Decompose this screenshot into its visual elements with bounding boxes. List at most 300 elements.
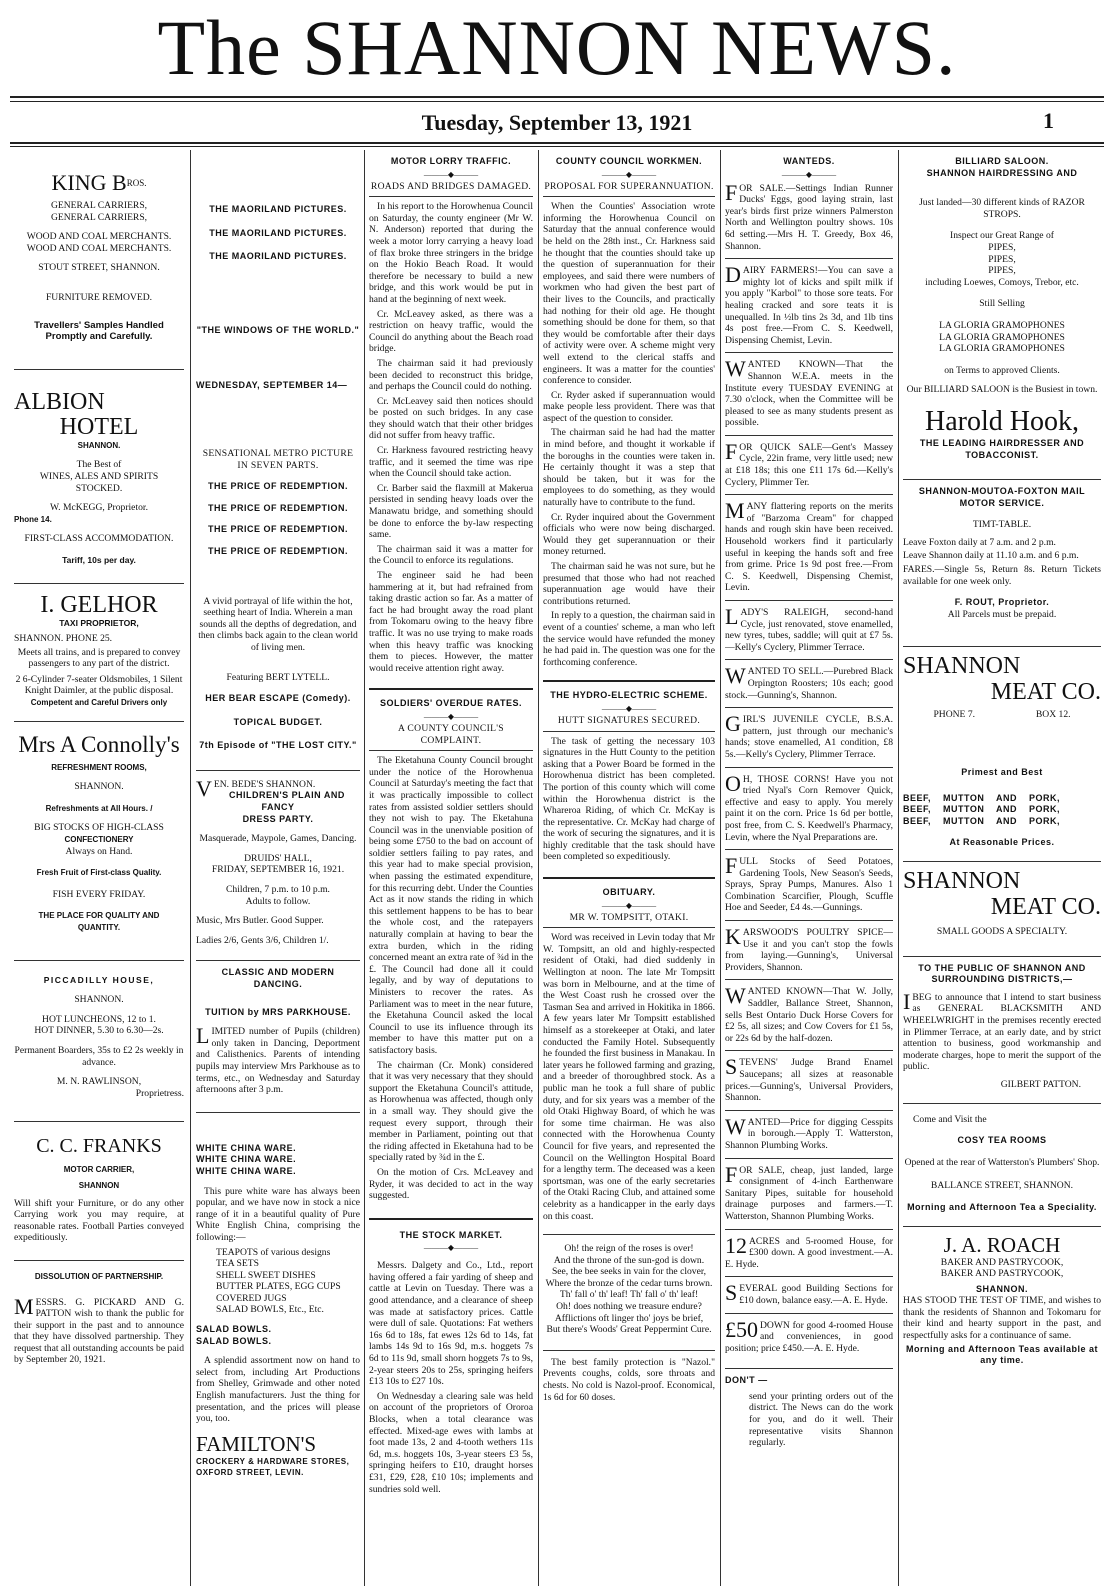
divider xyxy=(725,1368,893,1369)
classified-ad xyxy=(725,770,893,844)
gelhor-title: I. GELHOR xyxy=(40,591,158,618)
paragraph: Cr. Barber said the flaxmill at Makerua persisted in sending heavy loads over the Manawatu bridge, and something should be done to enforce the by-law respecting same. xyxy=(369,482,533,541)
meat-co-title: SHANNON xyxy=(903,868,1021,894)
article-headline: COUNTY COUNCIL WORKMEN. xyxy=(555,156,703,166)
ad-line: TOBACCONIST. xyxy=(965,449,1039,460)
ad-line: WOOD AND COAL MERCHANTS. xyxy=(26,231,172,243)
ad-line: Morning and Afternoon Tea a Speciality. xyxy=(907,1201,1097,1212)
motor-lorry-article xyxy=(369,156,533,674)
ad-line: THE LEADING HAIRDRESSER AND xyxy=(919,437,1085,448)
drop-cap: M xyxy=(14,1293,34,1319)
roach-bakery-ad xyxy=(903,1233,1101,1367)
feature-title: THE PRICE OF REDEMPTION. xyxy=(207,502,348,513)
ad-line: SHANNON. xyxy=(975,1283,1028,1294)
newspaper-title: The SHANNON NEWS. xyxy=(157,4,957,91)
blacksmith-ad xyxy=(903,963,1101,1091)
hydro-article xyxy=(543,690,715,863)
drop-cap: W xyxy=(725,1113,746,1139)
list-item: BUTTER PLATES, EGG CUPS xyxy=(216,1281,341,1293)
poem-line: Th' fall o' th' leaf! Th' fall o' th' leaf! xyxy=(559,1289,699,1301)
classified-ad xyxy=(725,1161,893,1223)
classified-body: IRL'S JUVENILE CYCLE, B.S.A. pattern, just through our mechanic's hands; stove enamelled, A1 condition, £8 5s.—Kelly's Cyclery, Plimmer Terrace. xyxy=(725,714,893,760)
franks-ad xyxy=(14,1134,184,1244)
roach-title: J. A. ROACH xyxy=(943,1232,1061,1257)
article-subhead: HUTT SIGNATURES SECURED. xyxy=(557,714,701,726)
column-4 xyxy=(543,152,715,1582)
drop-cap: W xyxy=(725,983,746,1009)
classified-ad xyxy=(725,604,893,653)
classified-body: ACRES and 5-roomed House, for £300 down. A good investment.—A. E. Hyde. xyxy=(725,1235,893,1270)
paragraph: The chairman said it had previously been decided to reconstruct this bridge, and perhaps the Council could do nothing. xyxy=(369,357,533,393)
page-number: 1 xyxy=(1043,108,1054,133)
classified-ad xyxy=(725,1316,893,1355)
column-divider xyxy=(720,150,721,1586)
ad-body: BEG to announce that I intend to start business as GENERAL BLACKSMITH AND WHEELWRIGHT in the premises recently erected in Plimmer Terrace, at an early date, and by strict attention to business, good workmanship and moderate charges, hope to merit the support of the public. xyxy=(903,991,1101,1073)
article-subhead: PROPOSAL FOR SUPERANNUATION. xyxy=(544,180,714,192)
ad-line: WINES, ALES AND SPIRITS xyxy=(39,470,159,482)
article-headline: THE STOCK MARKET. xyxy=(399,1229,503,1240)
ad-line: FRIDAY, SEPTEMBER 16, 1921. xyxy=(211,864,345,876)
classified-ad xyxy=(725,663,893,701)
ad-line: TIMT-TABLE. xyxy=(972,519,1032,531)
ad-line: including Loewes, Comoys, Trebor, etc. xyxy=(925,276,1079,288)
classified-ad xyxy=(725,853,893,914)
divider xyxy=(725,494,893,495)
divider xyxy=(903,1103,1101,1104)
drop-cap: W xyxy=(725,356,746,382)
classified-body: OR SALE.—Settings Indian Runner Ducks' Eggs, good laying strain, last year's birds first prize winners Palmerston North and Wellington poultry shows. 10s 6d setting.—Mrs H. T. Greedy, Box 46, Shannon. xyxy=(725,182,893,252)
gelhor-ad xyxy=(14,592,184,709)
ad-line: MOTOR CARRIER, xyxy=(63,1165,135,1175)
masthead-rule-bottom xyxy=(10,142,1104,144)
ornament: ———◆——— xyxy=(423,1243,479,1253)
ad-line: Morning and Afternoon Teas available at any time. xyxy=(905,1343,1099,1366)
ad-line: SHANNON. xyxy=(74,994,124,1006)
ad-line: W. McKEGG, Proprietor. xyxy=(50,502,148,514)
ad-line: 2 6-Cylinder 7-seater Oldsmobiles, 1 Silent Knight Daimler, at the public disposal. xyxy=(15,673,183,697)
list-item: COVERED JUGS xyxy=(216,1292,287,1304)
meat-co-ad-1 xyxy=(903,653,1101,849)
connolly-ad xyxy=(14,732,184,934)
paragraph: On the motion of Crs. McLeavey and Ryder, it was decided to act in the way suggested. xyxy=(369,1166,533,1202)
harold-hook-title: Harold Hook, xyxy=(925,405,1079,437)
ad-line: SHANNON. xyxy=(77,440,121,450)
king-bros-sup: ROS. xyxy=(126,178,147,188)
ad-line: Competent and Careful Drivers only xyxy=(30,698,168,708)
paragraph: The engineer said he had been hammering at it, but had refrained from taking drastic action so far. As a matter of fact he had brought away the road plant from Tokomaru owing to the heavy fibre traffic. It was no use trying to make roads when this heavy traffic was knocking them to pieces. However, the matter would receive attention right away. xyxy=(369,570,533,674)
classified-body: ANY flattering reports on the merits of "Barzoma Cream" for chapped hands and rough skin have been received. Household workers find it particularly useful in keeping the hands soft and free from grime. Price 1s 9d post free.—From C. S. Keedwell, Dispensing Chemist, Levin. xyxy=(725,501,893,594)
drop-cap: W xyxy=(725,663,746,689)
drop-cap: I xyxy=(903,988,911,1014)
albion-title-1: ALBION xyxy=(14,388,105,415)
ad-line: THE PLACE FOR QUALITY AND xyxy=(38,911,160,921)
ad-line: F. ROUT, Proprietor. xyxy=(954,597,1050,608)
article-subhead: MR W. TOMPSITT, OTAKI. xyxy=(569,911,689,923)
divider xyxy=(725,767,893,768)
meat-co-title: SHANNON xyxy=(903,653,1021,680)
ad-line: Proprietress. xyxy=(135,1087,184,1099)
divider xyxy=(543,1350,715,1351)
poem-line: And the throne of the sun-god is down. xyxy=(553,1254,705,1266)
divider xyxy=(725,1158,893,1159)
ad-line: HOT LUNCHEONS, 12 to 1. xyxy=(42,1013,156,1025)
meat-co-ad-2 xyxy=(903,868,1101,938)
masthead xyxy=(0,4,1114,91)
ad-line: M. N. RAWLINSON, xyxy=(56,1076,142,1088)
classified-ad xyxy=(725,1054,893,1104)
paragraph: When the Counties' Association wrote informing the Horowhenua Council on Saturday that the annual conference would be held on the 28th inst., Cr. Harkness said he thought that the counties should take up the question of superannuation for their employees, and said there were numbers of workmen who had given the best part of their lives to the Councils, and practically had nothing for their old age. He thought something should be done for them, so that they would be comfortable after their days of activity were over. A scheme might very well extend to the clerical staffs and engineers. It was a matter for the counties' conference to consider. xyxy=(543,201,715,387)
masthead-rule-bottom-thin xyxy=(10,146,1104,147)
poem-line: Afflictions oft linger tho' joys be brief, xyxy=(554,1312,704,1324)
dissolution-ad xyxy=(14,1271,184,1366)
divider xyxy=(725,258,893,259)
divider xyxy=(369,196,533,197)
list-item: SALAD BOWLS, Etc., Etc. xyxy=(216,1304,324,1316)
drop-cap: 12 xyxy=(725,1232,747,1258)
ornament: ———◆——— xyxy=(423,169,479,179)
divider xyxy=(543,680,715,682)
obituary-article xyxy=(543,887,715,1222)
cinema-name: THE MAORILAND PICTURES. xyxy=(209,227,347,238)
albion-hotel-ad xyxy=(14,390,184,567)
drop-cap: £50 xyxy=(725,1316,758,1342)
ad-line: GENERAL CARRIERS, xyxy=(50,200,148,211)
classified-ad xyxy=(725,924,893,973)
ad-line: PIPES, xyxy=(988,241,1016,253)
ad-line: TAXI PROPRIETOR, xyxy=(59,617,139,628)
drop-cap: F xyxy=(725,179,738,205)
ad-line: Come and Visit the xyxy=(913,1113,987,1125)
classified-body: ARSWOOD'S POULTRY SPICE—Use it and you can't stop the fowls from laying.—Gunning's, Universal Providers, Shannon. xyxy=(725,927,893,973)
paragraph: The chairman said it was a matter for the Council to enforce its regulations. xyxy=(369,543,533,567)
divider xyxy=(903,646,1101,647)
ad-line: DRESS PARTY. xyxy=(242,813,314,824)
ad-heading: SALAD BOWLS. xyxy=(196,1324,272,1335)
paragraph: Cr. Harkness favoured restricting heavy traffic, and it seemed the time was ripe when the Council should take action. xyxy=(369,445,533,480)
classified-ad xyxy=(725,262,893,346)
divider xyxy=(543,1234,715,1235)
paragraph: On Wednesday a clearing sale was held on account of the proprietors of Ororoa Blocks, when a total clearance was effected. Mixed-age ewes with lambs at foot made 13s, 2 and 4-tooth wethers 11s 6d, m.s. hoggets 10s, 3-year steers £3 5s, springing heifers to £10, draught horses £31, £29, £28, £10 10s; implements and sundries sold well. xyxy=(369,1390,533,1495)
ad-line: BAKER AND PASTRYCOOK, xyxy=(940,1268,1064,1280)
ad-line: All Parcels must be prepaid. xyxy=(947,608,1057,620)
classified-body: OR SALE, cheap, just landed, large consignment of 4-inch Earthenware Sanitary Pipes, suitable for household drainage purposes and farmers.—T. Watterston, Shannon Plumbing Works. xyxy=(725,1164,893,1222)
ad-line: FURNITURE REMOVED. xyxy=(45,291,153,303)
cinema-tagline: "THE WINDOWS OF THE WORLD." xyxy=(196,324,360,335)
ornament: ———◆——— xyxy=(601,900,657,910)
ad-line: Travellers' Samples Handled xyxy=(34,319,164,331)
dissolution-title: DISSOLUTION OF PARTNERSHIP. xyxy=(34,1271,164,1281)
ad-line: HOT DINNER, 5.30 to 6.30—2s. xyxy=(34,1025,164,1037)
divider xyxy=(196,770,360,771)
column-3 xyxy=(369,152,533,1582)
paragraph: Cr. McLeavey asked, as there was a restriction on heavy traffic, would the Council do anything about the Beach road bridge. xyxy=(369,308,533,355)
ornament: ———◆——— xyxy=(601,169,657,179)
divider xyxy=(725,1050,893,1051)
divider xyxy=(903,1226,1101,1227)
divider xyxy=(903,956,1101,957)
paragraph: The chairman said he was not sure, but he presumed that those who had not reached superannuation age would have their contributions returned. xyxy=(543,561,715,607)
ad-line: The Best of xyxy=(76,459,122,471)
drop-cap: V xyxy=(196,775,212,801)
ad-line: Primest and Best xyxy=(961,767,1043,778)
divider xyxy=(543,877,715,879)
divider xyxy=(725,1313,893,1314)
paragraph: The Eketahuna County Council brought under the notice of the Horowhenua Council at Saturday's meeting the fact that it was practically impossible to collect rates from assisted soldier settlers should they not wish to pay. The Eketahuna Council was in the unenviable position of being some £750 to the bad on account of soldier settlers failing to pay rates, and this year had to make special provision, when passing the estimated expenditure, for this recurring debt. Under the Counties Act as it now stands the riding in which this settlement happens to be has to bear the whole cost, and the ratepayers naturally complain at having to bear the extra burden, which in the riding concerned meant an extra rate of ¾d in the £. The Council had done all it could legally, and by way of deputations to Ministers to recover the rates. As Parliament was to meet in the near future, the Eketahuna Council asked the local Council to use its influence through its member to have this matter put on a satisfactory basis. xyxy=(369,755,533,1056)
column-5 xyxy=(725,152,893,1582)
ad-line: Refreshments at All Hours. / xyxy=(45,803,153,813)
classified-body: AIRY FARMERS!—You can save a mighty lot of kicks and spilt milk if you apply "Karbol" to those sore teats. For healing cracked and sore teats it is unequalled. In ½lb tins 2s 3d, and 1lb tins 4s post free.—From C. S. Keedwell, Dispensing Chemist, Levin. xyxy=(725,265,893,346)
divider xyxy=(725,352,893,353)
feature-title: THE PRICE OF REDEMPTION. xyxy=(207,481,348,492)
divider xyxy=(725,600,893,601)
divider xyxy=(14,1121,184,1122)
meat-phone: PHONE 7. xyxy=(933,709,976,721)
divider xyxy=(543,731,715,732)
drop-cap: F xyxy=(725,853,738,879)
ad-line: Inspect our Great Range of xyxy=(950,230,1054,242)
divider xyxy=(725,849,893,850)
ad-line: LA GLORIA GRAMOPHONES xyxy=(939,343,1065,355)
divider xyxy=(369,688,533,690)
ad-line: SMALL GOODS A SPECIALTY. xyxy=(936,926,1068,937)
poem-line: Oh! the reign of the roses is over! xyxy=(564,1243,694,1255)
maoriland-ad xyxy=(196,204,360,752)
ad-line: SHANNON. PHONE 25. xyxy=(14,633,113,645)
article-headline: OBITUARY. xyxy=(602,887,656,898)
ad-line: Always on Hand. xyxy=(65,845,133,857)
albion-title-2: HOTEL xyxy=(59,413,139,440)
classified-ad xyxy=(725,1113,893,1152)
ad-heading: TO THE PUBLIC OF SHANNON AND SURROUNDING DISTRICTS,— xyxy=(918,962,1086,985)
poem-line: Where the bronze of the cedar turns brown. xyxy=(545,1277,713,1289)
support-item: HER BEAR ESCAPE (Comedy). xyxy=(205,693,351,704)
ad-heading: BILLIARD SALOON. xyxy=(955,156,1049,166)
ad-line: At Reasonable Prices. xyxy=(949,837,1055,848)
ad-line: BEEF, MUTTON AND PORK, xyxy=(903,792,1061,803)
franks-title: C. C. FRANKS xyxy=(36,1135,162,1158)
drop-cap: D xyxy=(725,262,741,288)
king-bros-ad xyxy=(14,170,184,343)
ad-line: LA GLORIA GRAMOPHONES xyxy=(939,331,1065,343)
ad-heading: COSY TEA ROOMS xyxy=(957,1135,1047,1146)
divider xyxy=(725,920,893,921)
list-item: TEAPOTS of various designs xyxy=(216,1246,331,1258)
paragraph: The task of getting the necessary 103 signatures in the Hutt County to the petition asking that a Power Board be formed in the Horowhenua district has been completed. The portion of this county which will come within the Horowhenua district is the Whareroa Riding, of which Cr. McKay is the representative. Cr. McKay had charge of the work of securing the signatures, and it is highly creditable that the task should have been completed so expeditiously. xyxy=(543,735,715,863)
bede-party-ad xyxy=(196,775,360,947)
classified-ad xyxy=(725,356,893,429)
white-china-ad xyxy=(196,1143,360,1479)
divider xyxy=(196,960,360,961)
ornament: ———◆——— xyxy=(781,169,837,179)
divider xyxy=(14,1260,184,1261)
ad-line: Our BILLIARD SALOON is the Busiest in town. xyxy=(906,384,1098,396)
ad-body: HAS STOOD THE TEST OF TIME, and wishes to thank the residents of Shannon and Tokomaru for their kind and hearty support in the past, and respectfully asks for a continuance of same. xyxy=(903,1295,1101,1342)
mail-motor-ad xyxy=(903,486,1101,620)
divider xyxy=(543,927,715,928)
poem-line: Oh! does nothing we treasure endure? xyxy=(556,1301,702,1313)
divider xyxy=(725,1229,893,1230)
classified-ad xyxy=(725,983,893,1044)
divider xyxy=(14,369,184,370)
ad-line: STOCKED. xyxy=(75,482,123,494)
article-headline: THE HYDRO-ELECTRIC SCHEME. xyxy=(550,690,708,701)
ad-body: A splendid assortment now on hand to select from, including Art Productions from Shelley, Grimwade and other noted English manufacturers. Just the thing for presentation, and the prices will please you, too. xyxy=(196,1355,360,1425)
classified-body: ANTED TO SELL.—Purebred Black Orpington Roosters; 10s each; good stock.—Gunning's, Shannon. xyxy=(725,666,893,701)
ad-line: CHILDREN'S PLAIN AND FANCY xyxy=(229,790,345,813)
ad-line: Fresh Fruit of First-class Quality. xyxy=(36,868,162,878)
ad-line: FIRST-CLASS ACCOMMODATION. xyxy=(24,533,174,545)
ad-line: GENERAL CARRIERS, xyxy=(50,211,148,223)
dont-body: send your printing orders out of the district. The News can do the work for you, and do it well. Their representative visits Shannon regularly. xyxy=(749,1390,893,1449)
divider xyxy=(369,1218,533,1220)
classified-body: ANTED KNOWN—That the Shannon W.E.A. meets in the Institute every TUESDAY EVENING at 7.30 o'clock, when the Committee will be pleased to see as many students present as possible. xyxy=(725,359,893,429)
ad-line: Tariff, 10s per day. xyxy=(62,554,136,565)
classified-ad xyxy=(725,498,893,594)
classified-ad xyxy=(725,179,893,253)
wanteds-title: WANTEDS. xyxy=(783,156,835,166)
classified-body: TEVENS' Judge Brand Enamel Saucepans; all sizes at reasonable prices.—Gunning's, Universal Providers, Shannon. xyxy=(725,1057,893,1104)
drop-cap: K xyxy=(725,924,741,950)
ad-line: OXFORD STREET, LEVIN. xyxy=(196,1468,304,1478)
divider xyxy=(369,750,533,751)
paragraph: Cr. McLeavey said then notices should be posted on such bridges. In any case they should watch that their other bridges did not suffer from heavy traffic. xyxy=(369,395,533,442)
dancing-ad xyxy=(196,967,360,1095)
classified-body: ULL Stocks of Seed Potatoes, Gardening Tools, New Season's Seeds, Sprays, Spray Pumps, Manures. Also 1 Combination Scarcifier, Plough, Scuffle Hoe and Seeder, £4 4s.—Gunnings. xyxy=(725,856,893,914)
ad-line: BALLANCE STREET, SHANNON. xyxy=(930,1180,1074,1192)
divider xyxy=(543,196,715,197)
drop-cap: L xyxy=(725,604,739,629)
list-item: TEA SETS xyxy=(216,1258,259,1270)
article-subhead: A COUNTY COUNCIL'S COMPLAINT. xyxy=(398,722,504,746)
list-item: SHELL SWEET DISHES xyxy=(216,1269,316,1281)
divider xyxy=(725,435,893,436)
divider xyxy=(903,861,1101,862)
connolly-title: Mrs A Connolly's xyxy=(18,731,180,757)
ad-line: DRUIDS' HALL, xyxy=(244,852,312,864)
ad-heading: SHANNON HAIRDRESSING AND xyxy=(926,167,1078,178)
poem-line: But there's Woods' Great Peppermint Cure. xyxy=(546,1324,712,1336)
ornament: ———◆——— xyxy=(423,711,479,721)
ad-line: Permanent Boarders, 35s to £2 2s weekly in advance. xyxy=(14,1044,184,1068)
ad-line: CONFECTIONERY xyxy=(64,835,134,845)
ad-line: FARES.—Single 5s, Return 8s. Return Tickets available for one week only. xyxy=(903,564,1101,587)
column-6 xyxy=(903,152,1101,1582)
classified-ad xyxy=(725,711,893,760)
divider xyxy=(725,707,893,708)
ad-line: Leave Foxton daily at 7 a.m. and 2 p.m. xyxy=(903,536,1056,548)
piccadilly-title: PICCADILLY HOUSE, xyxy=(43,974,155,985)
poem-line: See, the bee seeks in vain for the clover, xyxy=(551,1266,707,1278)
ad-line: BEEF, MUTTON AND PORK, xyxy=(903,804,1061,815)
dissolution-body: ESSRS. G. PICKARD AND G. PATTON wish to thank the public for their support in the past and to announce that they have dissolved partnership. They request that all outstanding accounts be paid by September 20, 1921. xyxy=(14,1296,184,1366)
article-subhead: ROADS AND BRIDGES DAMAGED. xyxy=(370,180,532,192)
support-item: 7th Episode of "THE LOST CITY." xyxy=(199,740,357,751)
ad-line: REFRESHMENT ROOMS, xyxy=(51,762,147,772)
feature-title: THE PRICE OF REDEMPTION. xyxy=(207,545,348,556)
feature-title: THE PRICE OF REDEMPTION. xyxy=(207,524,348,535)
cinema-name: THE MAORILAND PICTURES. xyxy=(209,251,347,262)
ad-line: Phone 14. xyxy=(14,514,52,524)
drop-cap: S xyxy=(725,1054,738,1080)
ad-heading: SHANNON-MOUTOA-FOXTON MAIL MOTOR SERVICE. xyxy=(918,486,1086,508)
divider xyxy=(196,1112,360,1113)
divider xyxy=(14,583,184,584)
familton-title: FAMILTON'S xyxy=(196,1431,317,1456)
ad-line: Ladies 2/6, Gents 3/6, Children 1/. xyxy=(196,934,329,946)
billiard-saloon-ad xyxy=(903,156,1101,461)
classified-body: H, THOSE CORNS! Have you not tried Nyal's Corn Remover Quick, effective and easy to apply. You merely paint it on the corn. Price 1s 6d per bottle, post free, from C. S. Keedwell's Pharmacy, Levin, where the Nyal Preparations are. xyxy=(725,773,893,843)
cosy-tea-rooms-ad xyxy=(903,1114,1101,1214)
ad-line: BAKER AND PASTRYCOOK, xyxy=(940,1256,1064,1268)
piccadilly-ad xyxy=(14,975,184,1100)
ad-heading: SALAD BOWLS. xyxy=(196,1335,272,1346)
feature-description: A vivid portrayal of life within the hot, seething heart of India. Wherein a man sounds all the depths of degredation, and then climbs back again to the clean world of living men. xyxy=(198,595,358,653)
ad-line: Music, Mrs Butler. Good Supper. xyxy=(196,915,324,927)
workmen-article xyxy=(543,156,715,668)
ad-line: BEEF, MUTTON AND PORK, xyxy=(903,815,1061,826)
meat-co-title: MEAT CO. xyxy=(990,894,1101,920)
ad-line: SHANNON. xyxy=(74,781,124,793)
ad-line: FISH EVERY FRIDAY. xyxy=(52,888,146,900)
classified-body: OR QUICK SALE—Gent's Massey Cycle, 22in frame, very little used; new at £18 18s; this one £11 17s 6d.—Kelly's Cyclery, Plimmer Ter. xyxy=(725,441,893,488)
ad-line: Just landed—30 different kinds of RAZOR STROPS. xyxy=(919,197,1085,220)
masthead-rule-top xyxy=(10,96,1104,98)
classified-ad xyxy=(725,1280,893,1306)
dancing-body: IMITED number of Pupils (children) only taken in Dancing, Deportment and Calisthenics. Parents of intending pupils may interview Mrs Parkhouse as to terms, etc., on Wednesday and Saturday afternoons after 3 p.m. xyxy=(196,1026,360,1096)
poem-ad xyxy=(543,1243,715,1336)
ad-line: PIPES, xyxy=(988,265,1016,277)
drop-cap: O xyxy=(725,770,741,796)
classified-body: DOWN for good 4-roomed House and conveniences, in good position; price £450.—A. E. Hyde. xyxy=(725,1319,893,1354)
divider xyxy=(725,979,893,980)
paragraph: Cr. Ryder asked if superannuation would make people less provident. There was that aspect of the question to consider. xyxy=(543,389,715,424)
drop-cap: F xyxy=(725,1161,738,1187)
stock-market-article xyxy=(369,1230,533,1495)
classified-body: EVERAL good Building Sections for £10 down, balance easy.—A. E. Hyde. xyxy=(739,1283,893,1306)
ad-line: Leave Shannon daily at 11.10 a.m. and 6 p.m. xyxy=(903,550,1079,562)
ad-body: This pure white ware has always been popular, and we have now in stock a nice range of it in a beautiful quality of Pure White English China, comprising the following:— xyxy=(196,1185,360,1243)
ad-heading: WHITE CHINA WARE. xyxy=(196,1142,297,1153)
paragraph: In his report to the Horowhenua Council on Saturday, the county engineer (Mr W. N. Anderson) reported that during the week a motor lorry carrying a heavy load of flax broke three stringers in the bridge on the Hokio Beach Road. It would therefore be necessary to build a new bridge, and this work would be put in hand at the beginning of next week. xyxy=(369,201,533,305)
soldiers-rates-article xyxy=(369,698,533,1201)
ad-heading: WHITE CHINA WARE. xyxy=(196,1154,297,1165)
ad-line: Meets all trains, and is prepared to convey passengers to any part of the district. xyxy=(17,646,181,670)
ad-line: CROCKERY & HARDWARE STORES, xyxy=(196,1456,350,1466)
divider xyxy=(14,960,184,961)
column-divider xyxy=(538,150,539,1586)
meat-co-title: MEAT CO. xyxy=(990,679,1101,706)
cinema-name: THE MAORILAND PICTURES. xyxy=(209,204,347,214)
drop-cap: G xyxy=(725,711,741,737)
classified-body: ADY'S RALEIGH, second-hand Cycle, just renovated, stove enamelled, new tyres, tubes, saddle; will quit at £7 5s.—Kelly's Cyclery, Plimmer Terrace. xyxy=(725,607,893,653)
classified-ad xyxy=(725,1232,893,1271)
paragraph: Cr. Ryder inquired about the Government officials who were now being discharged. Would they get superannuation or their money returned. xyxy=(543,511,715,558)
divider xyxy=(725,1110,893,1111)
divider xyxy=(14,721,184,722)
divider xyxy=(725,1276,893,1277)
feature-line: SENSATIONAL METRO PICTURE xyxy=(202,447,354,459)
feature-star: Featuring BERT LYTELL. xyxy=(226,671,330,683)
ad-line: Opened at the rear of Watterston's Plumbers' Shop. xyxy=(904,1156,1100,1168)
column-1 xyxy=(14,152,184,1582)
king-bros-name: KING B xyxy=(51,170,127,195)
ad-line: on Terms to approved Clients. xyxy=(944,364,1060,376)
support-item: TOPICAL BUDGET. xyxy=(233,716,323,727)
ad-line: BIG STOCKS OF HIGH-CLASS xyxy=(34,822,164,834)
drop-cap: F xyxy=(725,438,738,464)
ad-line: Promptly and Carefully. xyxy=(45,331,153,343)
feature-line: IN SEVEN PARTS. xyxy=(237,459,319,471)
